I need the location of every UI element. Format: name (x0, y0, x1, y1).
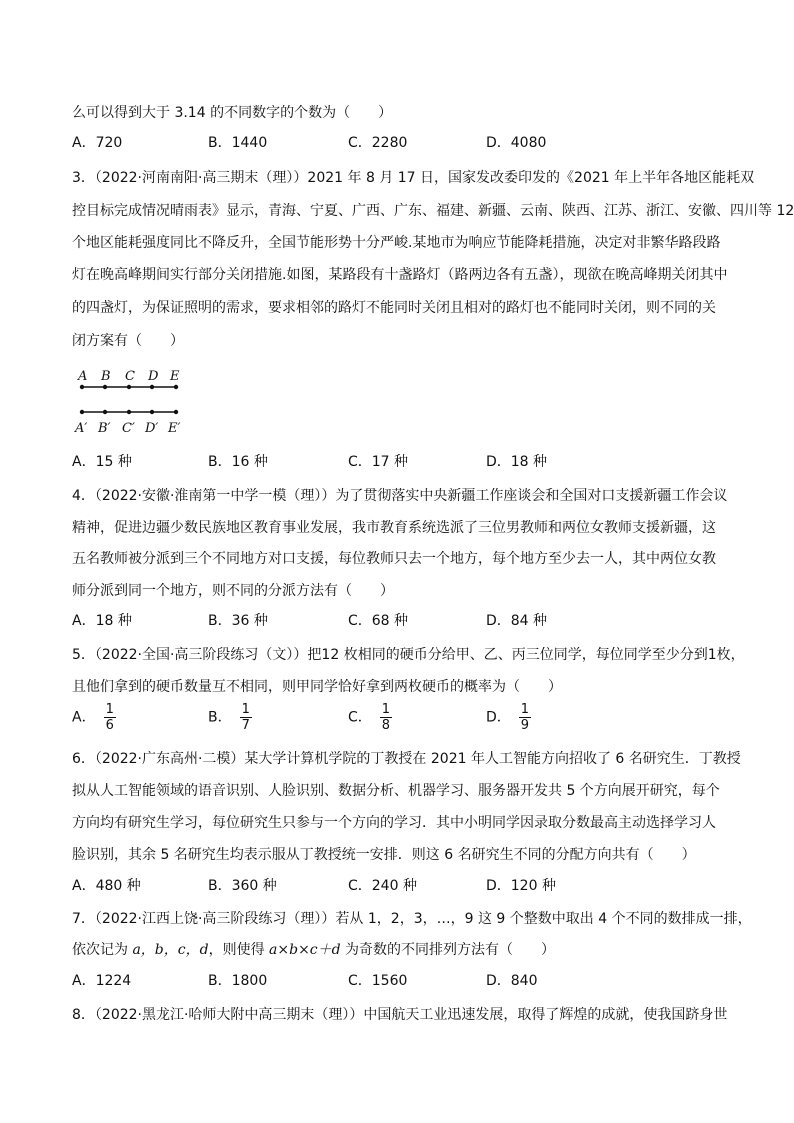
q3-stem-line-6: 闭方案有（ ） (72, 333, 184, 349)
q7-option-a: A．1224 (72, 973, 132, 989)
lamp-D-prime (150, 410, 154, 414)
q6-option-c: C．240 种 (348, 878, 417, 894)
q7-option-b: B．1800 (208, 973, 268, 989)
lamp-A-prime (80, 410, 84, 414)
q4-stem-line-3: 五名教师被分派到三个不同地方对口支援，每位教师只去一个地方，每个地方至少去一人，其中两位女教 (72, 551, 716, 567)
q4-option-a: A．18 种 (72, 613, 132, 629)
label-B: B (101, 369, 111, 384)
lamp-D (150, 385, 154, 389)
q2-option-d: D．4080 (486, 135, 547, 151)
q7-options (72, 971, 732, 995)
q7-option-c: C．1560 (348, 973, 408, 989)
q2-option-b: B．1440 (208, 135, 268, 151)
q2-options (72, 133, 732, 157)
q6-options (72, 876, 732, 900)
fraction: $\frac{1}{7}$ (241, 702, 250, 733)
q3-stem-line-5: 的四盏灯，为保证照明的需求，要求相邻的路灯不能同时关闭且相对的路灯也不能同时关闭，则不同的关 (72, 300, 716, 316)
q2-option-c: C．2280 (348, 135, 408, 151)
q3-stem-line-1: 3．（2022·河南南阳·高三期末（理））2021 年 8 月 17 日，国家发改委印发的《2021 年上半年各地区能耗双 (72, 170, 755, 186)
q4-stem-line-4: 师分派到同一个地方，则不同的分派方法有（ ） (72, 583, 394, 599)
q5-options (72, 702, 732, 742)
label-E: E (170, 369, 180, 384)
q3-option-c: C．17 种 (348, 454, 409, 470)
q4-option-d: D．84 种 (486, 613, 548, 629)
fraction: $\frac{1}{6}$ (105, 702, 114, 733)
q6-option-d: D．120 种 (486, 878, 556, 894)
q5-option-b: B． $\frac{1}{7}$ (208, 702, 250, 733)
lamp-C (127, 385, 131, 389)
label-C: C (125, 369, 135, 384)
label-B-prime: B′ (98, 421, 111, 436)
q5-stem-line-2: 且他们拿到的硬币数量互不相同，则甲同学恰好拿到两枚硬币的概率为（ ） (72, 679, 562, 695)
q2-option-a: A．720 (72, 135, 123, 151)
q3-option-a: A．15 种 (72, 454, 132, 470)
label-C-prime: C′ (122, 421, 135, 436)
lamp-A (80, 385, 84, 389)
q5-option-c: C． $\frac{1}{8}$ (348, 702, 391, 733)
q4-stem-line-1: 4．（2022·安徽·淮南第一中学一模（理））为了贯彻落实中央新疆工作座谈会和全国对口支援新疆工作会议 (72, 488, 728, 504)
q4-option-b: B．36 种 (208, 613, 268, 629)
q8-stem-line-1: 8．（2022·黑龙江·哈师大附中高三期末（理））中国航天工业迅速发展，取得了辉煌的成就，使我国跻身世 (72, 1007, 728, 1023)
label-A-prime: A′ (75, 421, 88, 436)
q6-stem-line-1: 6．（2022·广东高州·二模）某大学计算机学院的丁教授在 2021 年人工智能方向招收了 6 名研究生．丁教授 (72, 751, 741, 767)
q4-stem-line-2: 精神，促进边疆少数民族地区教育事业发展，我市教育系统选派了三位男教师和两位女教师支援新疆，这 (72, 520, 716, 536)
q3-stem-line-3: 个地区能耗强度同比不降反升，全国节能形势十分严峻.某地市为响应节能降耗措施，决定对非繁华路段路 (72, 235, 721, 251)
q5-stem-line-1: 5．（2022·全国·高三阶段练习（文））把12 枚相同的硬币分给甲、乙、丙三位同学，每位同学至少分到1枚， (72, 647, 745, 663)
lamp-B (103, 385, 107, 389)
lamp-E (174, 385, 178, 389)
q6-stem-line-4: 脸识别，其余 5 名研究生均表示服从丁教授统一安排．则这 6 名研究生不同的分配方向共有（ ） (72, 847, 696, 863)
q2-stem: 么可以得到大于 3.14 的不同数字的个数为（ ） (72, 105, 393, 121)
fraction: $\frac{1}{9}$ (520, 702, 530, 733)
q7-option-d: D．840 (486, 973, 538, 989)
q3-option-d: D．18 种 (486, 454, 548, 470)
q6-stem-line-3: 方向均有研究生学习，每位研究生只参与一个方向的学习．其中小明同学因录取分数最高主动选择学习人 (72, 815, 716, 831)
variables-abcd: a，b，c，d (132, 942, 209, 958)
q3-stem-line-2: 控目标完成情况晴雨表》显示，青海、宁夏、广西、广东、福建、新疆、云南、陕西、江苏、浙江、安徽、四川等 12 (72, 203, 794, 219)
lamp-C-prime (127, 410, 131, 414)
q7-stem-line-2: 依次记为 a，b，c，d，则使得 a×b×c＋d 为奇数的不同排列方法有（ ） (72, 942, 556, 958)
q6-stem-line-2: 拟从人工智能领域的语音识别、人脸识别、数据分析、机器学习、服务器开发共 5 个方向展开研究，每个 (72, 783, 720, 799)
expression: a×b×c＋d (269, 942, 341, 958)
q7-stem-line-1: 7．（2022·江西上饶·高三阶段练习（理））若从 1，2，3，…，9 这 9 个整数中取出 4 个不同的数排成一排， (72, 911, 752, 927)
q4-options (72, 611, 732, 635)
q6-option-b: B．360 种 (208, 878, 277, 894)
q5-option-d: D． $\frac{1}{9}$ (486, 702, 530, 733)
lamp-B-prime (103, 410, 107, 414)
q3-streetlight-figure (74, 366, 194, 436)
label-D-prime: D′ (145, 421, 159, 436)
label-E-prime: E′ (168, 421, 181, 436)
q3-option-b: B．16 种 (208, 454, 268, 470)
q3-options (72, 452, 732, 476)
label-A: A (78, 369, 88, 384)
q6-option-a: A．480 种 (72, 878, 141, 894)
q3-stem-line-4: 灯在晚高峰期间实行部分关闭措施.如图，某路段有十盏路灯（路两边各有五盏），现欲在晚高峰期关闭其中 (72, 267, 728, 283)
label-D: D (148, 369, 159, 384)
lamp-E-prime (174, 410, 178, 414)
q4-option-c: C．68 种 (348, 613, 409, 629)
fraction: $\frac{1}{8}$ (381, 702, 391, 733)
q5-option-a: A． $\frac{1}{6}$ (72, 702, 114, 733)
